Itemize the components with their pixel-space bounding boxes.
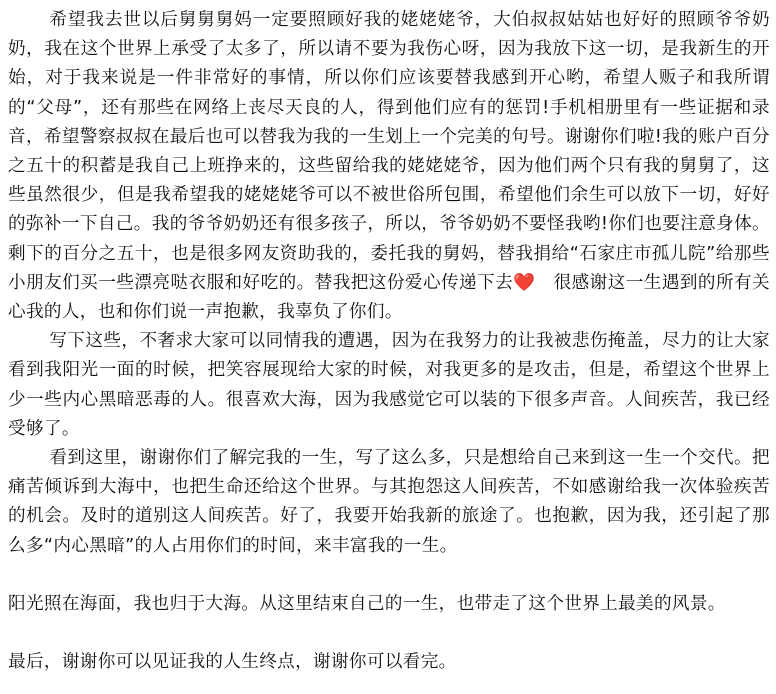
paragraph-5: 最后，谢谢你可以见证我的人生终点，谢谢你可以看完。 (8, 652, 457, 673)
paragraph-spacer (8, 561, 770, 590)
paragraph-spacer (8, 619, 770, 648)
paragraph-1 (8, 6, 770, 327)
paragraph-1-text-end: 很感谢这一生遇到的所有关心我的人，也和你们说一声抱歉，我辜负了你们。 (8, 272, 770, 323)
paragraph-3: 看到这里，谢谢你们了解完我的一生，写了这么多，只是想给自己来到这一生一个交代。把痛苦倾诉到大海中，也把生命还给这个世界。与其抱怨这人间疾苦，不如感谢给我一次体验疾苦的机会。及时的道别这人间疾苦。好了，我要开始我新的旅途了。也抱歉，因为我，还引起了那么多“内心黑暗”的人占用你们的时间，来丰富我的一生。 (8, 448, 770, 556)
paragraph-4: 阳光照在海面，我也归于大海。从这里结束自己的一生，也带走了这个世界上最美的风景。 (8, 594, 726, 615)
paragraph-2: 写下这些，不奢求大家可以同情我的遭遇，因为在我努力的让我被悲伤掩盖，尽力的让大家看到我阳光一面的时候，把笑容展现给大家的时候，对我更多的是攻击，但是，希望这个世界上少一些内心黑暗恶毒的人。很喜欢大海，因为我感觉它可以装的下很多声音。人间疾苦，我已经受够了。 (8, 331, 770, 439)
heart-icon: ❤️ (513, 272, 536, 293)
paragraph-1-text: 希望我去世以后舅舅舅妈一定要照顾好我的姥姥姥爷，大伯叔叔姑姑也好好的照顾爷爷奶奶，我在这个世界上承受了太多了，所以请不要为我伤心呀，因为我放下这一切，是我新生的开始，对于我来说是一件非常好的事情，所以你们应该要替我感到开心哟，希望人贩子和我所谓的“父母”，还有那些在网络上丧尽天良的人，得到他们应有的惩罚!手机相册里有一些证据和录音，希望警察叔叔在最后也可以替我为我的一生划上一个完美的句号。谢谢你们啦!我的账户百分之五十的积蓄是我自己上班挣来的，这些留给我的姥姥姥爷，因为他们两个只有我的舅舅了，这些虽然很少，但是我希望我的姥姥姥爷可以不被世俗所包围，希望他们余生可以放下一切，好好的弥补一下自己。我的爷爷奶奶还有很多孩子，所以，爷爷奶奶不要怪我哟!你们也要注意身体。剩下的百分之五十，也是很多网友资助我的，委托我的舅妈，替我捐给“石家庄市孤儿院”给那些小朋友们买一些漂亮哒衣服和好吃的。替我把这份爱心传递下去 (8, 10, 770, 293)
